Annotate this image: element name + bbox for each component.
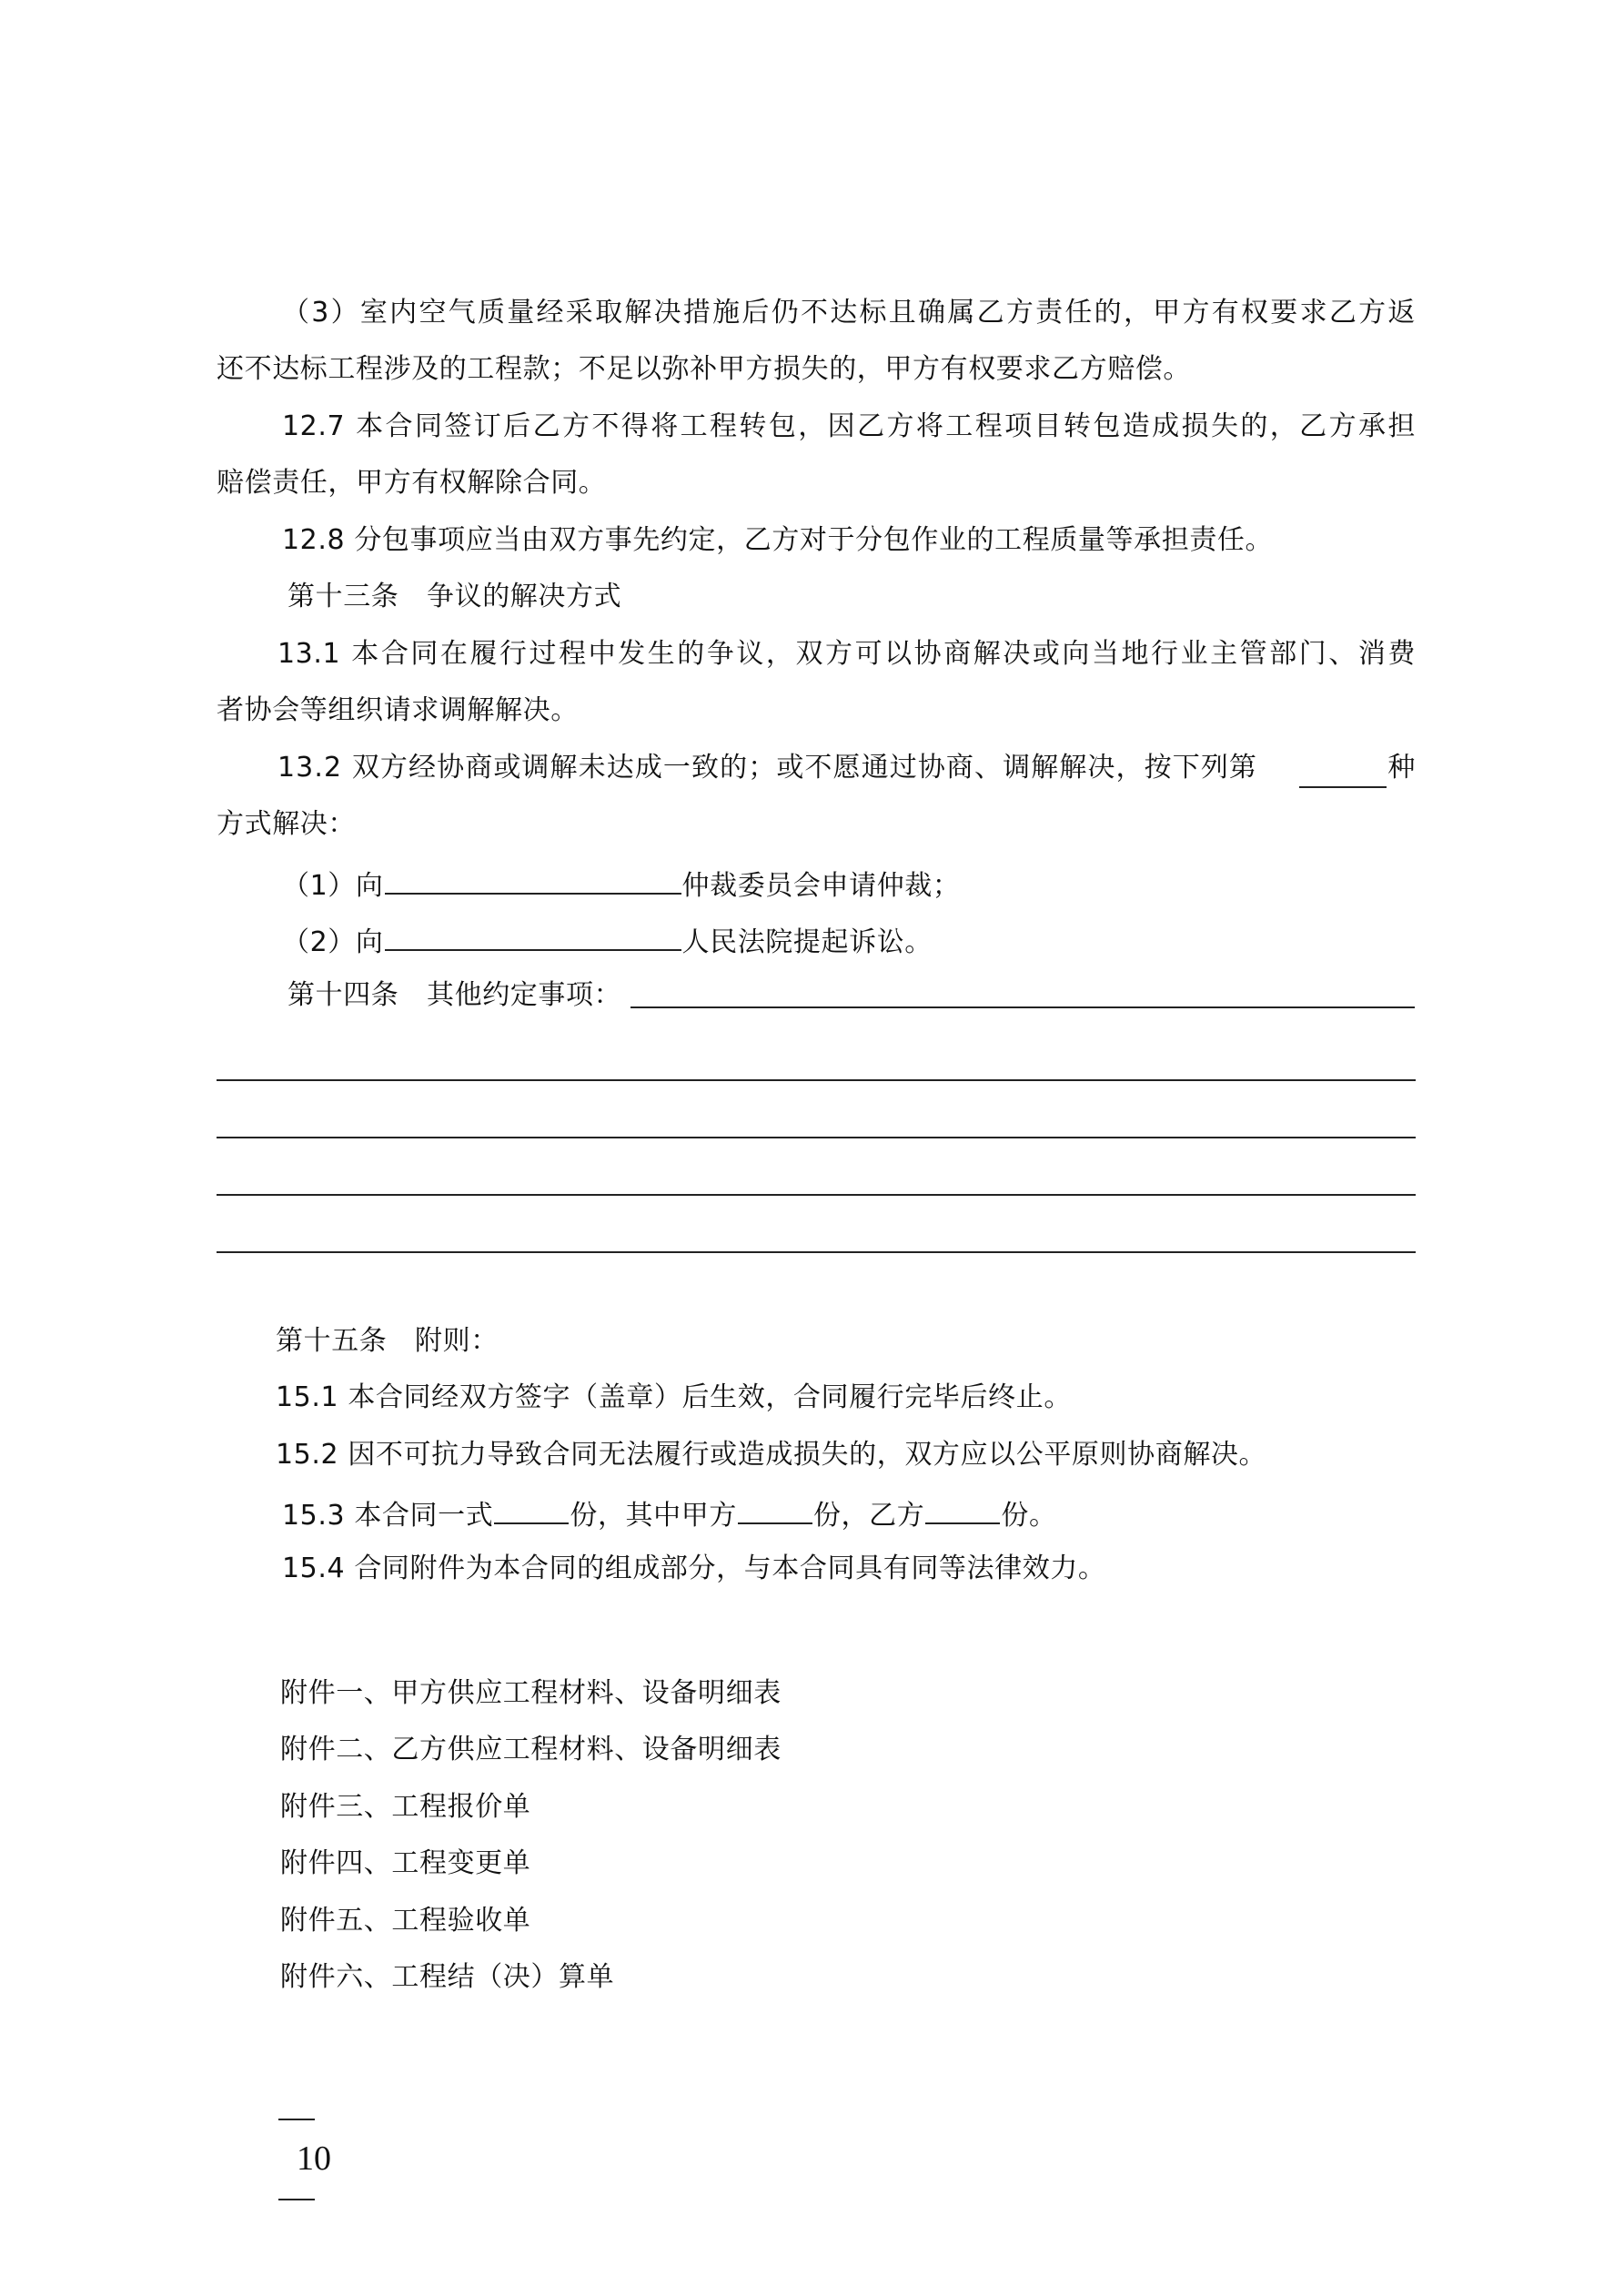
option-2-suffix: 人民法院提起诉讼。 [681, 926, 933, 958]
option-1-suffix: 仲裁委员会申请仲裁； [681, 870, 961, 902]
paragraph-15-3-party-b: 份，乙方 [812, 1500, 925, 1532]
attachment-item: 附件一、甲方供应工程材料、设备明细表 [280, 1677, 782, 1709]
page-number-left-dash [278, 2119, 315, 2120]
other-terms-blank-5[interactable] [217, 1251, 1416, 1253]
page-number-value: 10 [297, 2139, 331, 2178]
article-15-heading: 第十五条 附则： [276, 1325, 499, 1357]
attachment-item: 附件四、工程变更单 [280, 1847, 531, 1879]
other-terms-blank-4[interactable] [217, 1194, 1416, 1196]
paragraph-15-3-party-a: 份，其中甲方 [570, 1500, 737, 1532]
paragraph-13-1-line-2: 者协会等组织请求调解解决。 [217, 694, 579, 726]
article-14-heading: 第十四条 其他约定事项： [287, 979, 622, 1011]
option-2-litigation [282, 918, 1481, 958]
option-2-prefix: （2）向 [282, 926, 384, 958]
paragraph-15-3 [282, 1492, 1481, 1532]
party-a-copies-blank[interactable] [738, 1492, 812, 1524]
paragraph-13-2-line-2: 方式解决： [217, 808, 356, 840]
article-13-heading: 第十三条 争议的解决方式 [287, 581, 622, 612]
court-name-blank[interactable] [385, 918, 681, 951]
paragraph-15-4: 15.4 合同附件为本合同的组成部分，与本合同具有同等法律效力。 [282, 1553, 1106, 1584]
paragraph-15-1: 15.1 本合同经双方签字（盖章）后生效，合同履行完毕后终止。 [276, 1381, 1072, 1413]
other-terms-blank-2[interactable] [217, 1079, 1416, 1081]
arbitration-committee-blank[interactable] [385, 862, 681, 895]
paragraph-15-3-suffix: 份。 [1001, 1500, 1057, 1532]
attachment-item: 附件六、工程结（决）算单 [280, 1961, 615, 1993]
paragraph-12-7-line-1: 12.7 本合同签订后乙方不得将工程转包，因乙方将工程项目转包造成损失的，乙方承担 [282, 410, 1416, 442]
dispute-method-choice [1298, 748, 1416, 788]
attachment-item: 附件二、乙方供应工程材料、设备明细表 [280, 1734, 782, 1765]
paragraph-12-7-line-2: 赔偿责任，甲方有权解除合同。 [217, 467, 607, 499]
page-number [244, 2058, 349, 2259]
article-14-heading-row [287, 976, 1416, 1016]
paragraph-13-2-suffix: 种 [1387, 752, 1416, 784]
dispute-method-blank[interactable] [1299, 755, 1387, 788]
total-copies-blank[interactable] [494, 1492, 569, 1524]
paragraph-15-2: 15.2 因不可抗力导致合同无法履行或造成损失的，双方应以公平原则协商解决。 [276, 1439, 1267, 1471]
paragraph-12-6-3-line-2: 还不达标工程涉及的工程款；不足以弥补甲方损失的，甲方有权要求乙方赔偿。 [217, 353, 1191, 385]
attachment-item: 附件五、工程验收单 [280, 1905, 531, 1937]
paragraph-15-3-prefix: 15.3 本合同一式 [282, 1500, 494, 1532]
other-terms-blank-3[interactable] [217, 1137, 1416, 1138]
other-terms-blank-1[interactable] [630, 976, 1415, 1008]
option-1-prefix: （1）向 [282, 870, 384, 902]
party-b-copies-blank[interactable] [925, 1492, 1000, 1524]
paragraph-13-1-line-1: 13.1 本合同在履行过程中发生的争议，双方可以协商解决或向当地行业主管部门、消费 [277, 638, 1416, 670]
paragraph-13-2-text: 13.2 双方经协商或调解未达成一致的；或不愿通过协商、调解解决，按下列第 [277, 752, 1258, 784]
paragraph-12-6-3-line-1: （3）室内空气质量经采取解决措施后仍不达标且确属乙方责任的，甲方有权要求乙方返 [282, 297, 1416, 329]
attachment-item: 附件三、工程报价单 [280, 1791, 531, 1823]
paragraph-12-8: 12.8 分包事项应当由双方事先约定，乙方对于分包作业的工程质量等承担责任。 [282, 524, 1274, 556]
page-number-right-dash [278, 2199, 315, 2200]
option-1-arbitration [282, 862, 1481, 902]
paragraph-13-2-line-1 [277, 748, 1416, 788]
